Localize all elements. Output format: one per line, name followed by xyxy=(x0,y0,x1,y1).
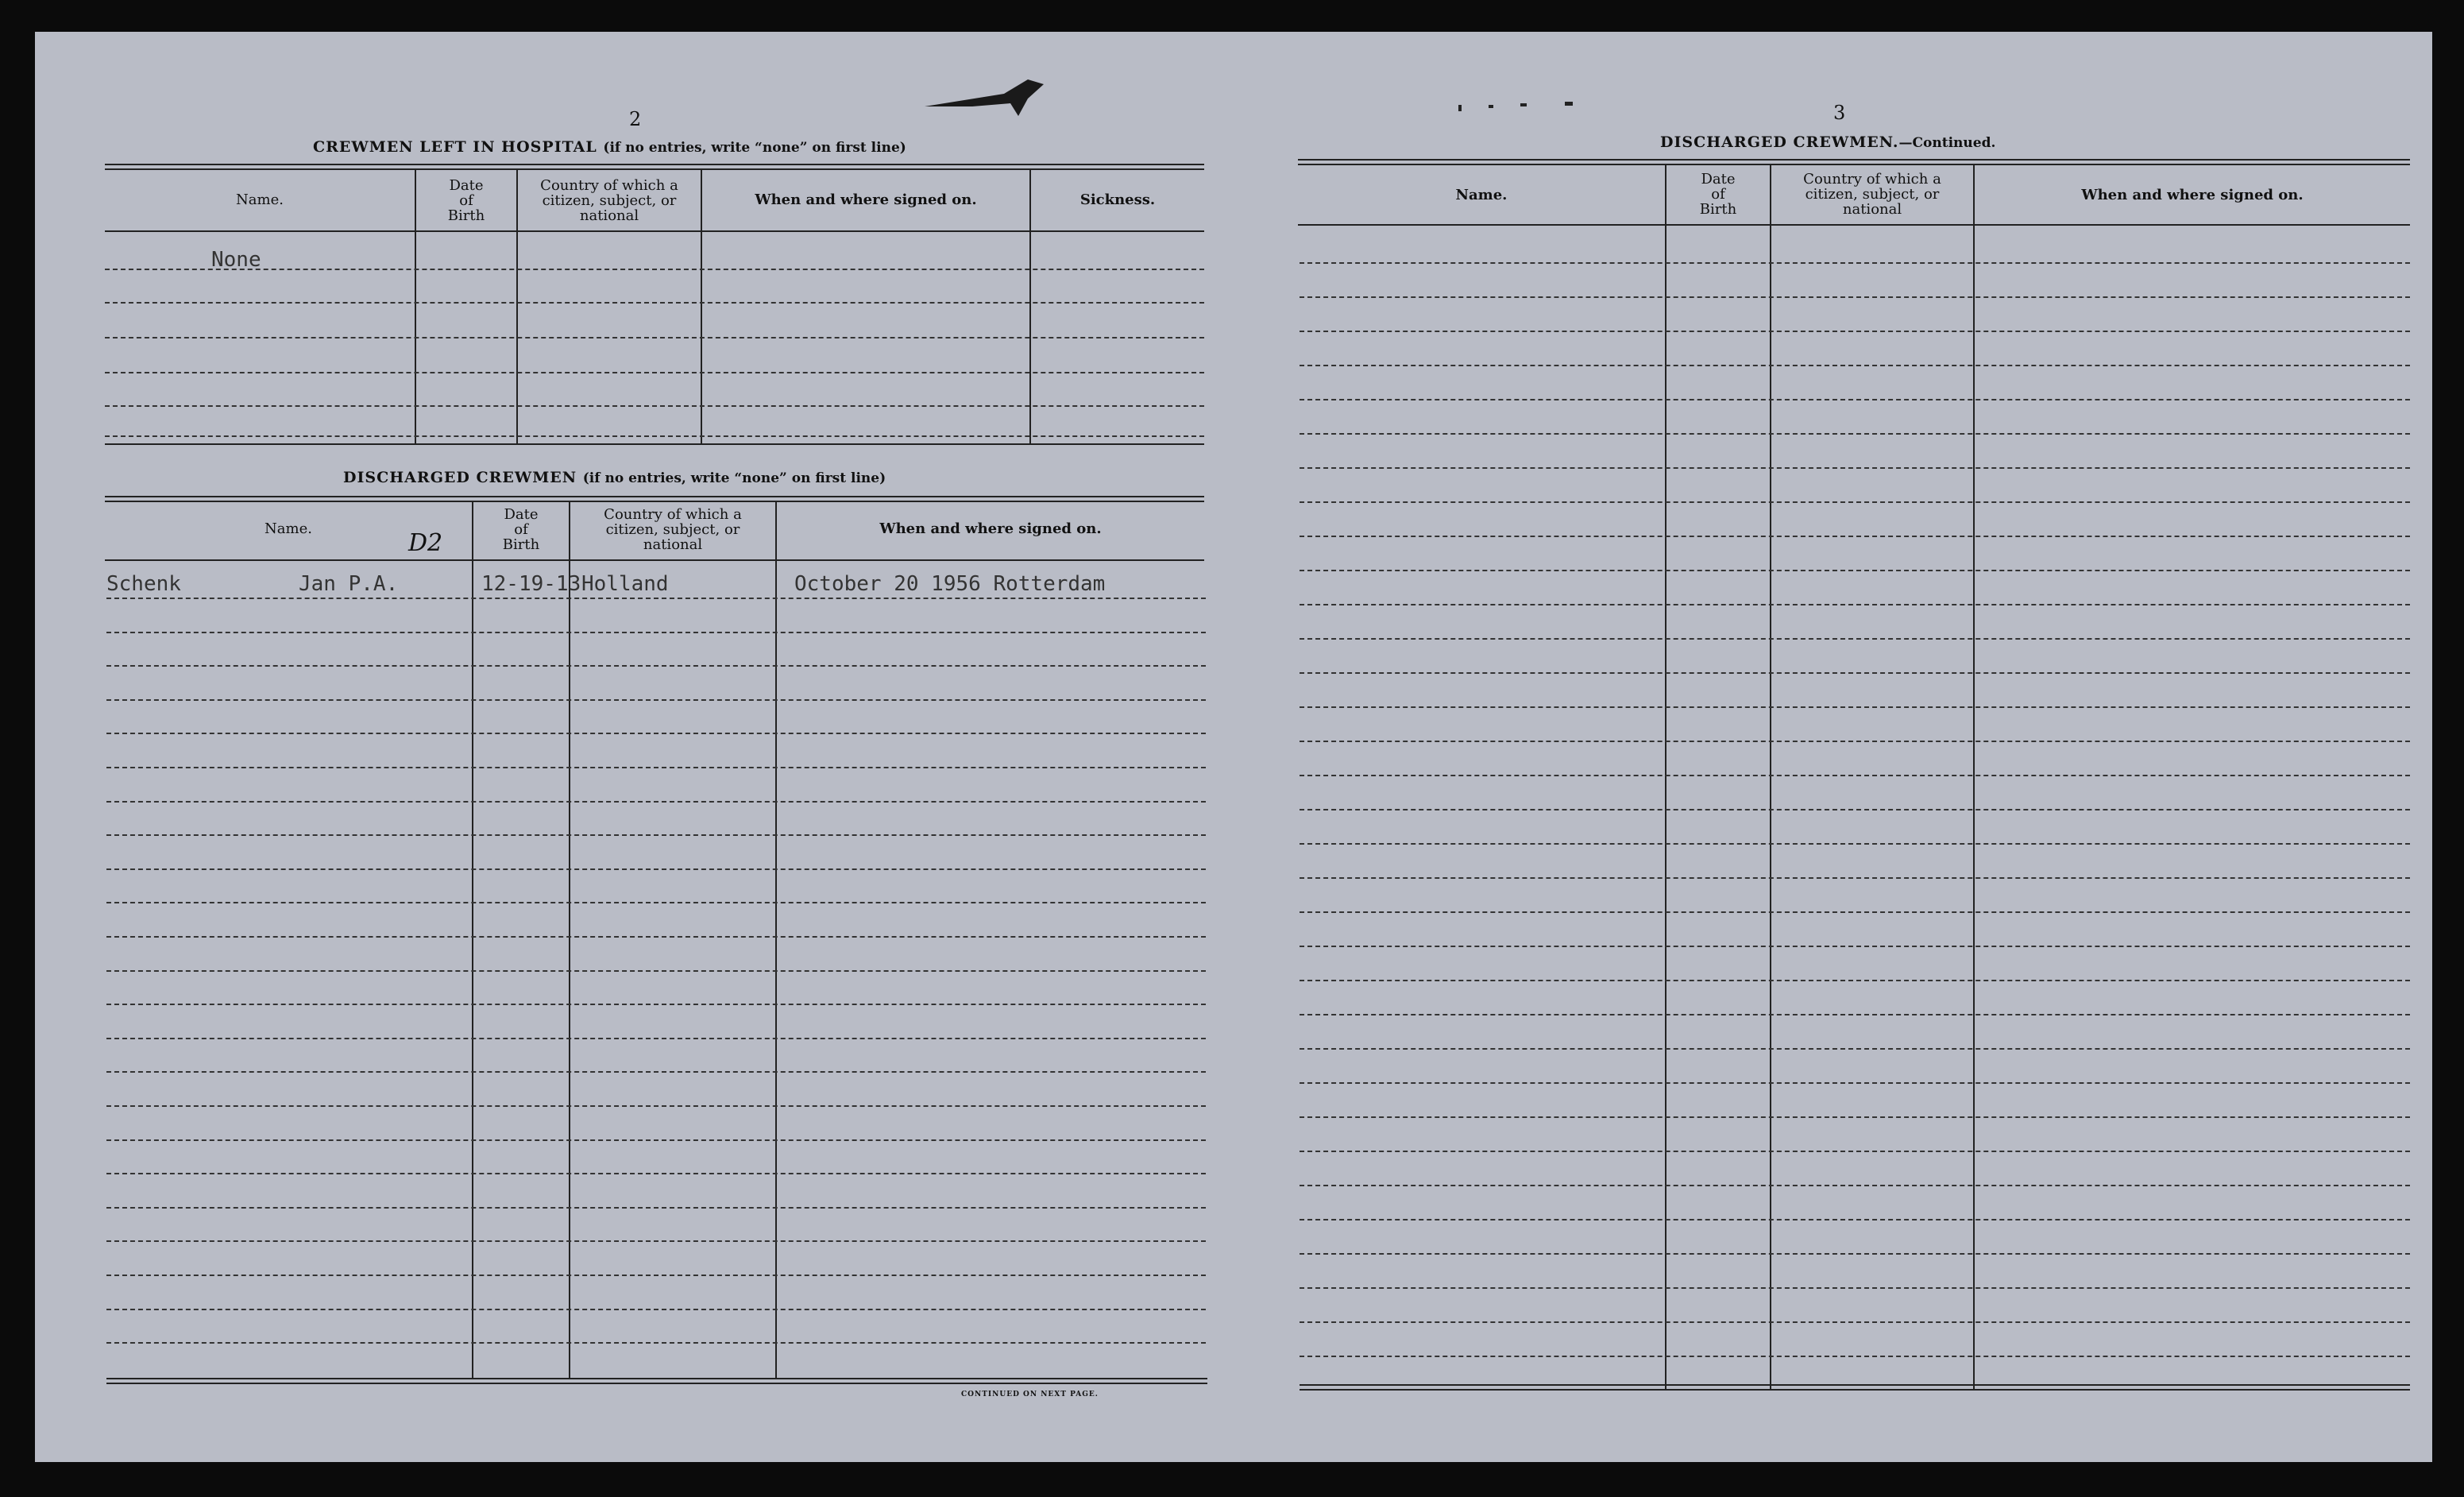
hospital-top-rule xyxy=(105,164,1204,165)
row-line xyxy=(106,1240,1206,1242)
hospital-row-line xyxy=(105,302,1204,304)
right-col-divider-3 xyxy=(1973,164,1975,1389)
discharged-header-dob: Date of Birth xyxy=(502,506,540,553)
hospital-top-rule-2 xyxy=(105,168,1204,170)
row-line xyxy=(106,970,1206,972)
discharged-header-rule xyxy=(105,559,1204,561)
row-line xyxy=(106,902,1206,903)
hospital-title xyxy=(313,138,906,156)
row-line xyxy=(106,733,1206,734)
hospital-header-name: Name. xyxy=(236,191,284,208)
row-line xyxy=(106,1173,1206,1174)
row-line xyxy=(106,699,1206,701)
row-line xyxy=(106,801,1206,803)
discharged-top-rule xyxy=(105,496,1204,497)
row-line xyxy=(1300,365,2410,366)
row-line xyxy=(1300,1048,2410,1050)
hospital-header-dob: Date of Birth xyxy=(447,177,485,224)
row-line xyxy=(1300,1253,2410,1255)
row-line xyxy=(106,598,1206,599)
row-line xyxy=(1300,331,2410,332)
right-bottom-rule-2 xyxy=(1300,1389,2410,1391)
discharged-bottom-rule xyxy=(106,1378,1207,1379)
right-top-rule-2 xyxy=(1298,164,2410,165)
row-line xyxy=(106,936,1206,938)
row-line xyxy=(106,1004,1206,1005)
discharged-dob: 12-19-13 xyxy=(481,572,581,596)
row-line xyxy=(106,1038,1206,1039)
discharged-signed-on: October 20 1956 Rotterdam xyxy=(794,572,1106,596)
row-line xyxy=(106,1105,1206,1107)
hospital-header-signed-on: When and where signed on. xyxy=(755,191,977,208)
row-line xyxy=(1300,467,2410,469)
row-line xyxy=(1300,1014,2410,1015)
row-line xyxy=(106,1309,1206,1310)
hospital-row-line xyxy=(105,372,1204,373)
discharged-instruction: (if no entries, write “none” on first line) xyxy=(582,470,886,486)
right-header-signed-on: When and where signed on. xyxy=(2081,187,2304,203)
row-line xyxy=(106,632,1206,633)
discharged-country: Holland xyxy=(581,572,669,596)
document-sheet xyxy=(35,32,2432,1462)
row-line xyxy=(1300,1321,2410,1323)
hospital-row-line xyxy=(105,269,1204,270)
row-line xyxy=(1300,536,2410,537)
row-line xyxy=(1300,1116,2410,1118)
page-number-left: 2 xyxy=(629,108,642,130)
row-line xyxy=(106,665,1206,667)
handwritten-annotation: D2 xyxy=(408,529,443,557)
hospital-col-divider-3 xyxy=(701,168,702,443)
discharged-header-name: Name. xyxy=(265,520,312,537)
hospital-row-line xyxy=(105,405,1204,407)
row-line xyxy=(1300,1151,2410,1152)
row-line xyxy=(1300,809,2410,810)
hospital-header-sickness: Sickness. xyxy=(1079,191,1156,208)
row-line xyxy=(1300,501,2410,503)
right-col-divider-2 xyxy=(1770,164,1771,1389)
hospital-entry-none: None xyxy=(211,248,261,272)
row-line xyxy=(1300,1356,2410,1357)
row-line xyxy=(106,1342,1206,1344)
right-title-suffix: —Continued. xyxy=(1898,135,1996,151)
row-line xyxy=(106,868,1206,870)
row-line xyxy=(1300,570,2410,571)
hospital-row-line xyxy=(105,435,1204,437)
right-header-country: Country of which a citizen, subject, or national xyxy=(1803,171,1941,218)
right-bottom-rule xyxy=(1300,1384,2410,1386)
row-line xyxy=(1300,604,2410,605)
row-line xyxy=(106,767,1206,768)
page-number-right: 3 xyxy=(1833,102,1846,124)
row-line xyxy=(106,1071,1206,1073)
right-header-rule xyxy=(1298,224,2410,226)
discharged-given-name: Jan P.A. xyxy=(299,572,399,596)
row-line xyxy=(1300,262,2410,264)
row-line xyxy=(1300,1185,2410,1186)
row-line xyxy=(1300,741,2410,742)
discharged-bottom-rule-2 xyxy=(106,1383,1207,1384)
hospital-header-rule xyxy=(105,230,1204,232)
hospital-instruction: (if no entries, write “none” on first line) xyxy=(603,140,906,156)
row-line xyxy=(1300,399,2410,400)
row-line xyxy=(1300,433,2410,435)
right-col-divider-1 xyxy=(1665,164,1666,1389)
discharged-header-country: Country of which a citizen, subject, or national xyxy=(604,506,742,553)
right-title xyxy=(1660,133,1995,151)
discharged-surname: Schenk xyxy=(106,572,181,596)
discharged-header-signed-on: When and where signed on. xyxy=(879,520,1102,537)
discharged-title-text: DISCHARGED CREWMEN xyxy=(343,469,577,486)
right-title-text: DISCHARGED CREWMEN. xyxy=(1660,133,1899,151)
hospital-row-line xyxy=(105,337,1204,338)
continued-footer: CONTINUED ON NEXT PAGE. xyxy=(961,1391,1099,1398)
discharged-title xyxy=(343,469,886,486)
row-line xyxy=(106,834,1206,836)
row-line xyxy=(106,1207,1206,1209)
ink-specks xyxy=(1457,95,1576,119)
row-line xyxy=(1300,1287,2410,1289)
hospital-col-divider-4 xyxy=(1029,168,1031,443)
row-line xyxy=(1300,1082,2410,1084)
row-line xyxy=(1300,843,2410,845)
right-header-name: Name. xyxy=(1455,187,1508,203)
row-line xyxy=(1300,672,2410,674)
row-line xyxy=(106,1139,1206,1141)
row-line xyxy=(1300,946,2410,947)
row-line xyxy=(1300,638,2410,640)
discharged-top-rule-2 xyxy=(105,501,1204,502)
row-line xyxy=(1300,877,2410,879)
row-line xyxy=(1300,775,2410,776)
hospital-title-text: CREWMEN LEFT IN HOSPITAL xyxy=(313,138,597,156)
row-line xyxy=(1300,980,2410,981)
row-line xyxy=(1300,706,2410,708)
right-top-rule xyxy=(1298,159,2410,161)
row-line xyxy=(1300,296,2410,298)
hospital-bottom-rule xyxy=(105,443,1204,445)
hospital-header-country: Country of which a citizen, subject, or national xyxy=(540,177,678,224)
row-line xyxy=(106,1275,1206,1276)
right-header-dob: Date of Birth xyxy=(1699,171,1737,218)
row-line xyxy=(1300,911,2410,913)
row-line xyxy=(1300,1219,2410,1220)
ink-blot xyxy=(917,75,1052,122)
